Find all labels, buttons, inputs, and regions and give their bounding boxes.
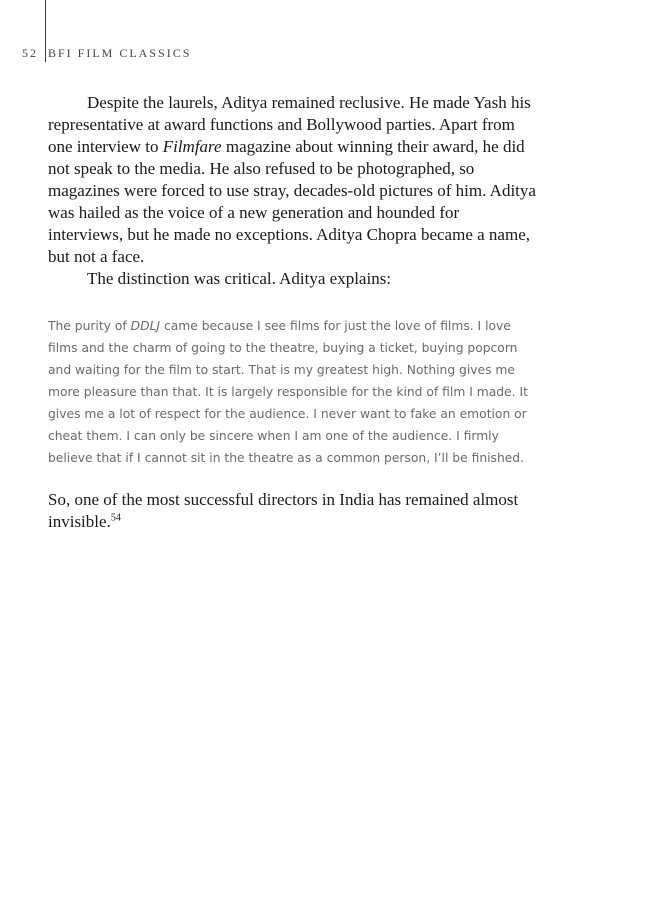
running-head bbox=[22, 46, 191, 61]
quote-text-b: came because I see films for just the love of films. I love films and the charm of going to the theatre, buying a ticket, buying popcorn and waiting for the film to start. That is my greatest high. Nothing gives me more pleasure than that. It is largely responsible for the kind of film I made. It gives me a lot of respect for the audience. I never want to fake an emotion or cheat them. I can only be sincere when I am one of the audience. I firmly believe that if I cannot sit in the theatre as a common person, I’ll be finished. bbox=[48, 319, 528, 465]
paragraph-2: The distinction was critical. Aditya explains: bbox=[87, 269, 392, 288]
footnote-marker: 54 bbox=[110, 512, 121, 524]
body-text-bottom bbox=[48, 489, 538, 533]
series-title: BFI FILM CLASSICS bbox=[48, 46, 192, 60]
film-title: DDLJ bbox=[130, 319, 161, 333]
quote-text-a: The purity of bbox=[48, 319, 131, 333]
magazine-title: Filmfare bbox=[162, 137, 222, 156]
paragraph-3-text: So, one of the most successful directors in India has remained almost invisible. bbox=[48, 490, 519, 531]
paragraph-1-text-b: magazine about winning their award, he did not speak to the media. He also refused to be photographed, so magazines were forced to use stray, decades-old pictures of him. Aditya was hailed as the voice of a new generation and hounded for interviews, but he made no exceptions. Aditya Chopra became a name, but not a face. bbox=[48, 137, 536, 266]
body-text-top bbox=[48, 92, 538, 290]
block-quote bbox=[48, 315, 538, 469]
paragraph-1 bbox=[48, 92, 538, 268]
paragraph-3 bbox=[48, 489, 538, 533]
paragraph-1-text-a: Despite the laurels, Aditya remained reclusive. He made Yash his representative at award functions and Bollywood parties. Apart from one interview to bbox=[48, 93, 531, 156]
page-number: 52 bbox=[22, 46, 38, 60]
